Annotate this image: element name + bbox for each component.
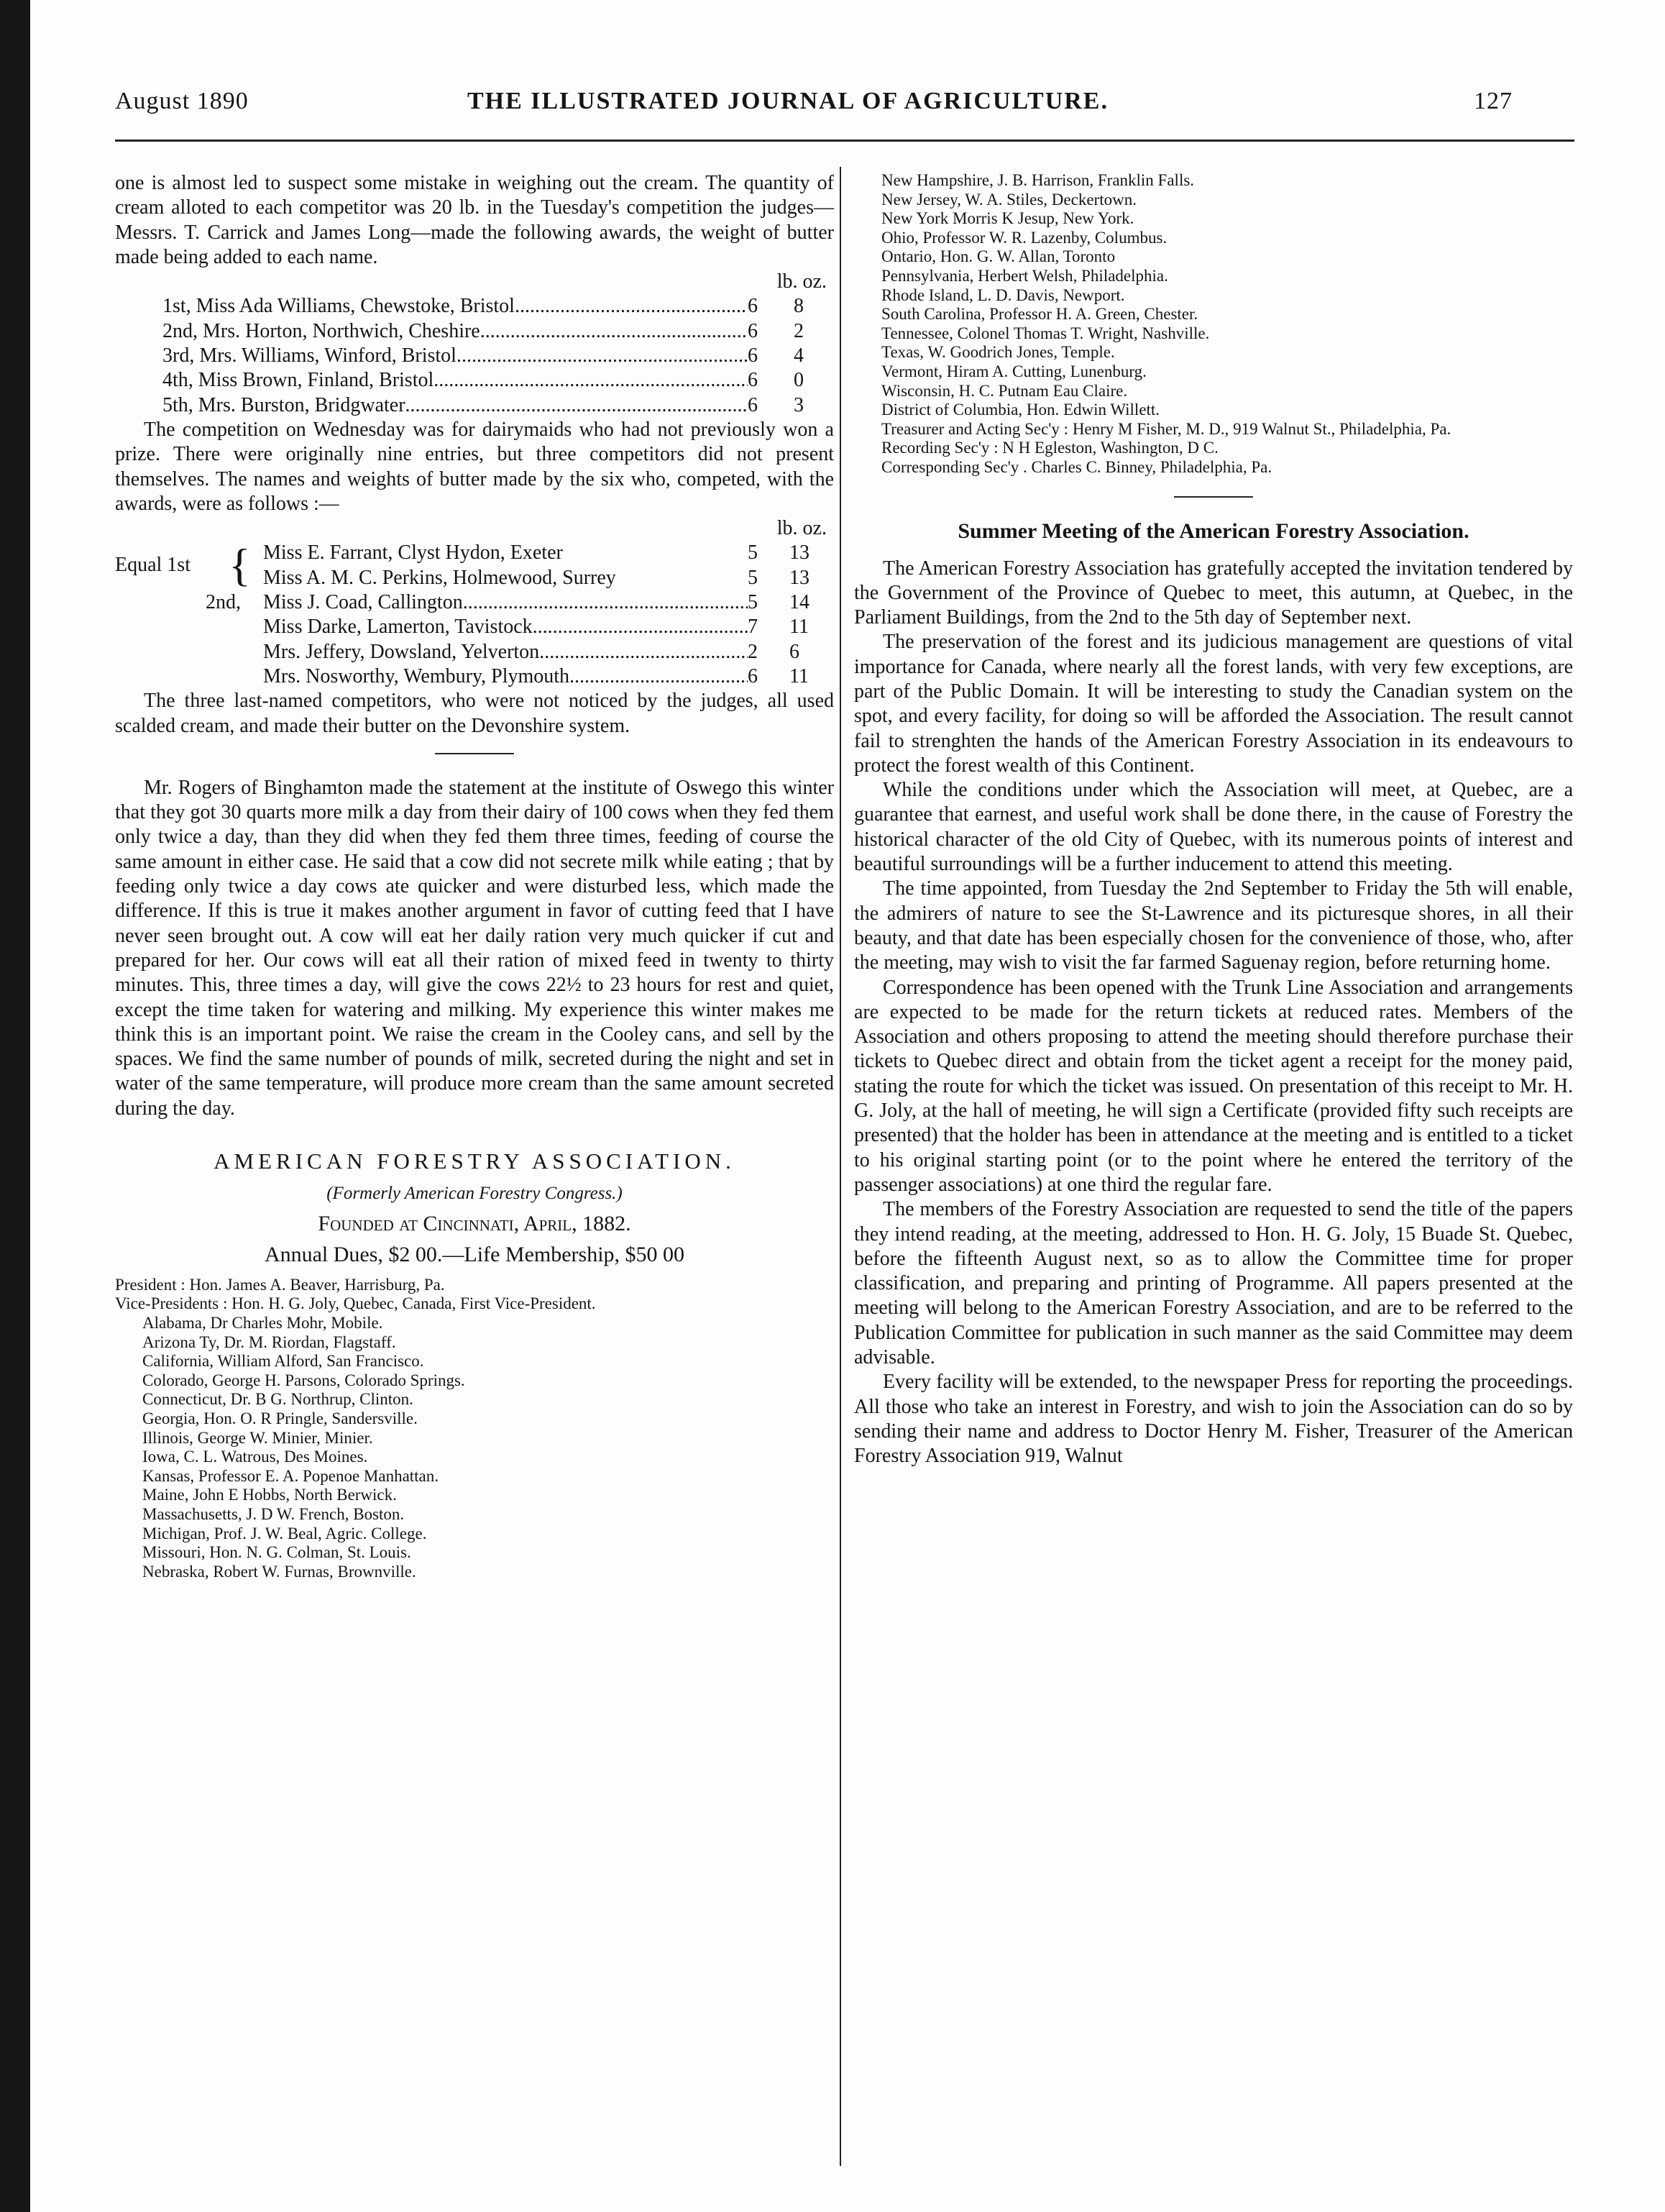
- award-row: Mrs. Nosworthy, Wembury, Plymouth ..... 6 11: [263, 664, 820, 689]
- three-last-paragraph: The three last-named competitors, who were not noticed by the judges, all used scalded cream, and made their butter on the Devonshire system.: [115, 690, 834, 737]
- equal-first-label: Equal 1st: [115, 554, 191, 577]
- section-separator: [435, 753, 514, 754]
- association-dues: Annual Dues, $2 00.—Life Membership, $50 00: [264, 1242, 685, 1266]
- header-page-number: 127: [1474, 88, 1513, 114]
- officer-item: Kansas, Professor E. A. Popenoe Manhattan.: [142, 1466, 439, 1485]
- officer-item: Georgia, Hon. O. R Pringle, Sandersville.: [142, 1409, 418, 1428]
- officer-item: Texas, W. Goodrich Jones, Temple.: [881, 343, 1115, 362]
- header-journal-title: THE ILLUSTRATED JOURNAL OF AGRICULTURE.: [467, 88, 1109, 114]
- corresponding-secretary-line: Corresponding Sec'y . Charles C. Binney, Philadelphia, Pa.: [881, 457, 1272, 476]
- president-line: President : Hon. James A. Beaver, Harrisburg, Pa.: [115, 1275, 445, 1294]
- officer-item: California, William Alford, San Francisco.: [142, 1352, 424, 1371]
- units-label-2: lb. oz.: [776, 517, 827, 540]
- intro-paragraph: one is almost led to suspect some mistake in weighing out the cream. The quantity of cream alloted to each competitor was 20 lb. in the Tuesday's competition the judges—Messrs. T. Carrick and James Long—made the following awards, the weight of butter made being added to each name.: [115, 172, 834, 268]
- treasurer-line: Treasurer and Acting Sec'y : Henry M Fisher, M. D., 919 Walnut St., Philadelphia, Pa.: [881, 419, 1451, 438]
- column-divider: [840, 167, 841, 2166]
- article-paragraph: While the conditions under which the Association will meet, at Quebec, are a guarantee that earnest, and useful work shall be done there, in the cause of Forestry the historical character of the old City of Quebec, with its numerous points of interest and beautiful surroundings will be a further inducement to attend this meeting.: [854, 779, 1573, 876]
- officer-item: Rhode Island, L. D. Davis, Newport.: [881, 285, 1125, 304]
- officer-list-left: [115, 1314, 834, 1581]
- article-paragraph: The time appointed, from Tuesday the 2nd September to Friday the 5th will enable, the admirers of nature to see the St-Lawrence and its picturesque shores, in all their beauty, and that date has been especially chosen for the convenience of those, who, after the meeting, may wish to visit the far farmed Saguenay region, before returning home.: [854, 877, 1573, 974]
- brace-mark: {: [229, 539, 251, 591]
- officer-item: Massachusetts, J. D W. French, Boston.: [142, 1505, 405, 1523]
- officer-item: Tennessee, Colonel Thomas T. Wright, Nashville.: [881, 324, 1210, 342]
- officer-item: New Hampshire, J. B. Harrison, Franklin Falls.: [881, 171, 1195, 189]
- award-row: 2nd, Mrs. Horton, Northwich, Cheshire ..... 6 2: [162, 319, 820, 344]
- header-rule: [115, 140, 1574, 142]
- officer-item: Michigan, Prof. J. W. Beal, Agric. College.: [142, 1524, 427, 1543]
- association-founded: Founded at Cincinnati, April, 1882.: [318, 1212, 631, 1236]
- officer-item: Vermont, Hiram A. Cutting, Lunenburg.: [881, 362, 1147, 380]
- award-row: Miss Darke, Lamerton, Tavistock ..... 7 11: [263, 615, 820, 639]
- officer-item: District of Columbia, Hon. Edwin Willett.: [881, 401, 1160, 419]
- units-label-1: lb. oz.: [776, 270, 827, 293]
- officer-item: Ohio, Professor W. R. Lazenby, Columbus.: [881, 228, 1168, 247]
- officer-item: South Carolina, Professor H. A. Green, Chester.: [881, 305, 1198, 324]
- officer-item: Missouri, Hon. N. G. Colman, St. Louis.: [142, 1543, 411, 1562]
- officer-item: Nebraska, Robert W. Furnas, Brownville.: [142, 1562, 416, 1581]
- officer-item: Illinois, George W. Minier, Minier.: [142, 1428, 373, 1447]
- association-formerly: (Formerly American Forestry Congress.): [326, 1183, 623, 1203]
- association-heading: AMERICAN FORESTRY ASSOCIATION.: [214, 1148, 735, 1174]
- article-paragraph: Correspondence has been opened with the Trunk Line Association and arrangements are expected to be made for the return tickets at reduced rates. Members of the Association and others proposing to attend the meeting should therefore purchase their tickets to Quebec direct and obtain from the ticket agent a receipt for the money paid, stating the route for which the ticket was issued. On presentation of this receipt to Mr. H. G. Joly, at the hall of meeting, he will sign a Certificate (provided fifty such receipts are presented) that the holder has been in attendance at the meeting and is entitled to a ticket to his original starting point (or to the point where he entered the territory of the passenger associations) at one third the regular fare.: [854, 976, 1573, 1196]
- header-date: August 1890: [115, 88, 249, 114]
- award-row: 1st, Miss Ada Williams, Chewstoke, Bristol ..... 6 8: [162, 294, 820, 319]
- officer-item: Alabama, Dr Charles Mohr, Mobile.: [142, 1314, 383, 1333]
- awards-table-tuesday: [115, 294, 834, 417]
- article-paragraph: Every facility will be extended, to the newspaper Press for reporting the proceedings. All those who take an interest in Forestry, and wish to join the Association can do so by sending their name and address to Doctor Henry M. Fisher, Treasurer of the American Forestry Association 919, Walnut: [854, 1371, 1573, 1468]
- award-row: Mrs. Jeffery, Dowsland, Yelverton ..... 2 6: [263, 640, 820, 664]
- award-row: 5th, Mrs. Burston, Bridgwater ..... 6 3: [162, 393, 820, 418]
- officer-item: New York Morris K Jesup, New York.: [881, 209, 1134, 228]
- officer-item: Ontario, Hon. G. W. Allan, Toronto: [881, 247, 1116, 266]
- award-row: 2nd, Miss J. Coad, Callington ..... 5 14: [263, 590, 820, 615]
- officer-item: Wisconsin, H. C. Putnam Eau Claire.: [881, 381, 1128, 400]
- left-column: [115, 171, 834, 1581]
- awards-table-wednesday: [115, 541, 834, 689]
- recording-secretary-line: Recording Sec'y : N H Egleston, Washington, D C.: [881, 439, 1219, 457]
- officer-item: Pennsylvania, Herbert Welsh, Philadelphia.: [881, 266, 1168, 285]
- article-paragraph: The preservation of the forest and its judicious management are questions of vital importance for Canada, where nearly all the forest lands, with very few exceptions, are part of the Public Domain. It will be interesting to study the Canadian system on the spot, and every facility, for doing so will be afforded the Association. The result cannot fail to strenghten the hands of the American Forestry Association in its endeavours to protect the forest wealth of this Continent.: [854, 631, 1573, 777]
- officer-item: New Jersey, W. A. Stiles, Deckertown.: [881, 190, 1137, 209]
- officer-item: Colorado, George H. Parsons, Colorado Springs.: [142, 1371, 465, 1389]
- officer-item: Iowa, C. L. Watrous, Des Moines.: [142, 1448, 368, 1466]
- award-row: Miss E. Farrant, Clyst Hydon, Exeter 5 13: [263, 541, 809, 565]
- right-column: [854, 171, 1573, 1468]
- officer-item: Maine, John E Hobbs, North Berwick.: [142, 1486, 397, 1504]
- vice-presidents-line: Vice-Presidents : Hon. H. G. Joly, Quebec, Canada, First Vice-President.: [115, 1294, 596, 1313]
- officer-item: Connecticut, Dr. B G. Northrup, Clinton.: [142, 1390, 413, 1409]
- officer-list-right: [854, 171, 1573, 420]
- article-paragraph: The members of the Forestry Association are requested to send the title of the papers they intend reading, at the meeting, addressed to Hon. H. G. Joly, 15 Buade St. Quebec, before the fifteenth August next, so as to allow the Committee time for proper classification, and preparing and printing of Programme. All papers presented at the meeting will belong to the American Forestry Association, and are to be referred to the Publication Committee for publication in such manner as the said Committee may deem advisable.: [854, 1198, 1573, 1368]
- award-prefix: 2nd,: [206, 591, 241, 614]
- section-separator: [1174, 496, 1253, 498]
- rogers-paragraph: Mr. Rogers of Binghamton made the statement at the institute of Oswego this winter that they got 30 quarts more milk a day from their dairy of 100 cows when they fed them only twice a day, than they did when they fed them three times, feeding of course the same amount in either case. He said that a cow did not secrete milk while eating ; that by feeding only twice a day cows ate quicker and were disturbed less, which made the difference. If this is true it makes another argument in favor of cutting feed that I have never seen brought out. A cow will eat her daily ration very much quicker if cut and prepared for her. Our cows will eat all their ration of mixed feed in twenty to thirty minutes. This, three times a day, will give the cows 22½ to 23 hours for rest and quiet, except the time taken for watering and milking. My experience this winter makes me think this is an important point. We raise the cream in the Cooley cans, and sell by the spaces. We find the same number of pounds of milk, secreted during the night and set in water of the same temperature, will produce more cream than the same amount secreted during the day.: [115, 776, 834, 1120]
- wednesday-paragraph: The competition on Wednesday was for dairymaids who had not previously won a prize. There were originally nine entries, but three competitors did not present themselves. The names and weights of butter made by the six who, competed, with the awards, were as follows :—: [115, 418, 834, 515]
- scan-edge: [0, 0, 30, 2212]
- award-row: 4th, Miss Brown, Finland, Bristol ..... 6 0: [162, 368, 820, 393]
- award-row: Miss A. M. C. Perkins, Holmewood, Surrey 5 13: [263, 566, 809, 589]
- award-row: 3rd, Mrs. Williams, Winford, Bristol ..... 6 4: [162, 344, 820, 368]
- article-paragraph: The American Forestry Association has gratefully accepted the invitation tendered by the Government of the Province of Quebec to meet, this autumn, at Quebec, in the Parliament Buildings, from the 2nd to the 5th day of September next.: [854, 557, 1573, 629]
- officer-item: Arizona Ty, Dr. M. Riordan, Flagstaff.: [142, 1333, 396, 1351]
- summer-meeting-heading: Summer Meeting of the American Forestry Association.: [958, 518, 1469, 543]
